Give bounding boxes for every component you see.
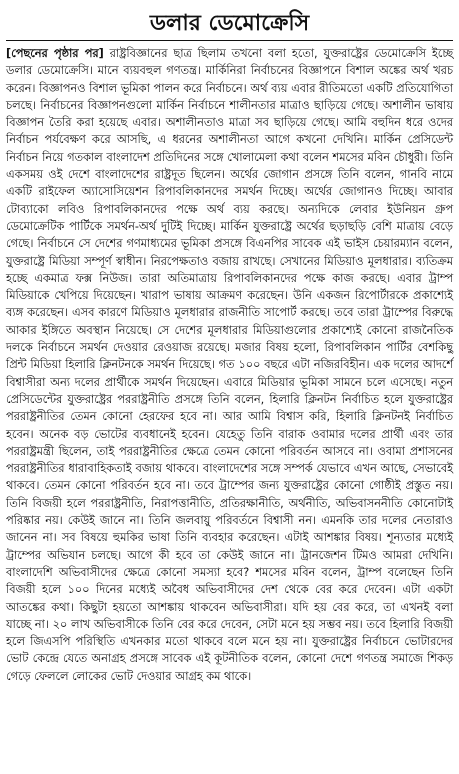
- continuation-kicker: [পেছনের পৃষ্ঠার পর]: [6, 47, 104, 60]
- article-body: [6, 45, 453, 685]
- headline-divider: [6, 40, 453, 41]
- article-headline: ডলার ডেমোক্রেসি: [149, 11, 310, 36]
- article-body-text: রাষ্ট্রবিজ্ঞানের ছাত্র ছিলাম তখনো বলা হতো, যুক্তরাষ্ট্রের ডেমোক্রেসি ইচ্ছে ডলার ডেমোক্রেসি। মানে ব্যয়বহুল গণতন্ত্র। মার্কিনিরা নির্বাচনের বিজ্ঞাপনে বিশাল অঙ্কের অর্থ খরচ করেন। বিজ্ঞাপনও বিশাল ভূমিকা পালন করে নির্বাচনে। অর্থ ব্যয় এবার রীতিমতো একটি প্রতিযোগিতা চলছে। নির্বাচনের বিজ্ঞাপনগুলো মার্কিন নির্বাচনে শালীনতার মাত্রাও ছাড়িয়ে গেছে। অশালীন ভাষায় বিজ্ঞাপন তৈরি করা হয়েছে এবার। অশালীনতাও মাত্রা সব ছাড়িয়ে গেছে। আমি বহুদিন ধরে ওদের নির্বাচন পর্যবেক্ষণ করে আসছি, এ ধরনের অশালীনতা আগে কখনো দেখিনি। মার্কিন প্রেসিডেন্ট নির্বাচন নিয়ে গতকাল বাংলাদেশ প্রতিদিনের সঙ্গে খোলামেলা কথা বলেন শমসের মবিন চৌধুরী। তিনি একসময় ওই দেশে বাংলাদেশের রাষ্ট্রদূত ছিলেন। অর্থের জোগান প্রসঙ্গে তিনি বলেন, গানবি নামে একটি রাইফেল অ্যাসোসিয়েশন রিপাবলিকানদের সমর্থন দিচ্ছে। অর্থের জোগানও দিচ্ছে। আবার টোব্যাকো লবিও রিপাবলিকানদের পক্ষে অর্থ ব্যয় করছে। অন্যদিকে লেবার ইউনিয়ন গ্রুপ ডেমোক্রেটিক পার্টিকে সমর্থন-অর্থ দুটিই দিচ্ছে। মার্কিন যুক্তরাষ্ট্রে অর্থের ছড়াছড়ি বেশি মাত্রায় বেড়ে গেছে। নির্বাচনে সে দেশের গণমাধ্যমের ভূমিকা প্রসঙ্গে বিএনপির সাবেক এই ভাইস চেয়ারম্যান বলেন, যুক্তরাষ্ট্রে মিডিয়া সম্পূর্ণ স্বাধীন। নিরপেক্ষতাও বজায় রাখছে। সেখানের মিডিয়াও মূলধারার। ব্যতিক্রম হচ্ছে একমাত্র ফক্স নিউজ। তারা অতিমাত্রায় রিপাবলিকানদের পক্ষে কাজ করছে। এবার ট্রাম্প মিডিয়াকে খেপিয়ে দিয়েছেন। খারাপ ভাষায় আক্রমণ করেছেন। উনি একজন রিপোর্টারকে প্রকাশ্যেই ব্যঙ্গ করেছেন। এসব কারণে মিডিয়াও মূলধারার রাজনীতি সাপোর্ট করছে। তবে তারা ট্রাম্পের বিরুদ্ধে আকার ইঙ্গিতে অবস্থান নিয়েছে। সে দেশের মূলধারার মিডিয়াগুলোর প্রকাশ্যেই কোনো রাজনৈতিক দলকে নির্বাচনে সমর্থন দেওয়ার রেওয়াজ রয়েছে। মজার বিষয় হলো, রিপাবলিকান পার্টির বেশকিছু প্রিন্ট মিডিয়া হিলারি ক্লিনটনকে সমর্থন দিয়েছে। গত ১০০ বছরে এটা নজিরবিহীন। এক দলের আদর্শে বিশ্বাসীরা অন্য দলের প্রার্থীকে সমর্থন দিয়েছেন। এবারে মিডিয়ার ভূমিকা সামনে চলে এসেছে। নতুন প্রেসিডেন্টের যুক্তরাষ্ট্রের পররাষ্ট্রনীতি প্রসঙ্গে তিনি বলেন, হিলারি ক্লিনটন নির্বাচিত হলে যুক্তরাষ্ট্রের পররাষ্ট্রনীতির তেমন কোনো হেরফের হবে না। আর আমি বিশ্বাস করি, হিলারি ক্লিনটনই নির্বাচিত হবেন। অনেক বড় ভোটের ব্যবধানেই হবেন। যেহেতু তিনি বারাক ওবামার দলের প্রার্থী এবং তার পররাষ্ট্রমন্ত্রী ছিলেন, তাই পররাষ্ট্রনীতির ক্ষেত্রে তেমন কোনো পরিবর্তন আসবে না। ওবামা প্রশাসনের পররাষ্ট্রনীতির ধারাবাহিকতাই বজায় থাকবে। বাংলাদেশের সঙ্গে সম্পর্ক যেভাবে এখন আছে, সেভাবেই থাকবে। তেমন কোনো পরিবর্তন হবে না। তবে ট্রাম্পের জন্য যুক্তরাষ্ট্রের কোনো গোষ্ঠীই প্রস্তুত নয়। তিনি বিজয়ী হলে পররাষ্ট্রনীতি, নিরাপত্তানীতি, প্রতিরক্ষানীতি, অর্থনীতি, অভিবাসননীতি কোনোটাই পরিষ্কার নয়। কেউই জানে না। তিনি জলবায়ু পরিবর্তনে বিশ্বাসী নন। এমনকি তার দলের নেতারাও জানেন না। সব বিষয়ে হুমকির ভাষা তিনি ব্যবহার করেছেন। এটাই আশঙ্কার বিষয়। শূন্যতার মধ্যেই ট্রাম্পের অভিযান চলছে। আগে কী হবে তা কেউই জানে না। ট্রানজেশন টিমও আমরা দেখিনি। বাংলাদেশি অভিবাসীদের ক্ষেত্রে কোনো সমস্যা হবে? শমসের মবিন বলেন, ট্রাম্প বলেছেন তিনি বিজয়ী হলে ১০০ দিনের মধ্যেই অবৈধ অভিবাসীদের দেশ থেকে বের করে দেবেন। এটা একটা আতঙ্কের কথা। কিছুটা হয়তো আশঙ্কায় থাকবেন অভিবাসীরা। যদি হয় বের করে, তা এখনই বলা যাচ্ছে না। ২০ লাখ অভিবাসীকে তিনি বের করে দেবেন, সেটা মনে হয় সম্ভব নয়। তবে হিলারি বিজয়ী হলে জিএসপি পরিস্থিতি এখনকার মতো থাকবে বলে মনে হয় না। যুক্তরাষ্ট্রের নির্বাচনে ভোটারদের ভোট কেন্দ্রে যেতে অনাগ্রহ প্রসঙ্গে সাবেক এই কূটনীতিক বলেন, কোনো দেশে গণতন্ত্র সমাজে শিকড় গেড়ে ফেললে লোকের ভোট দেওয়ার আগ্রহ কম থাকে।: [6, 47, 454, 683]
